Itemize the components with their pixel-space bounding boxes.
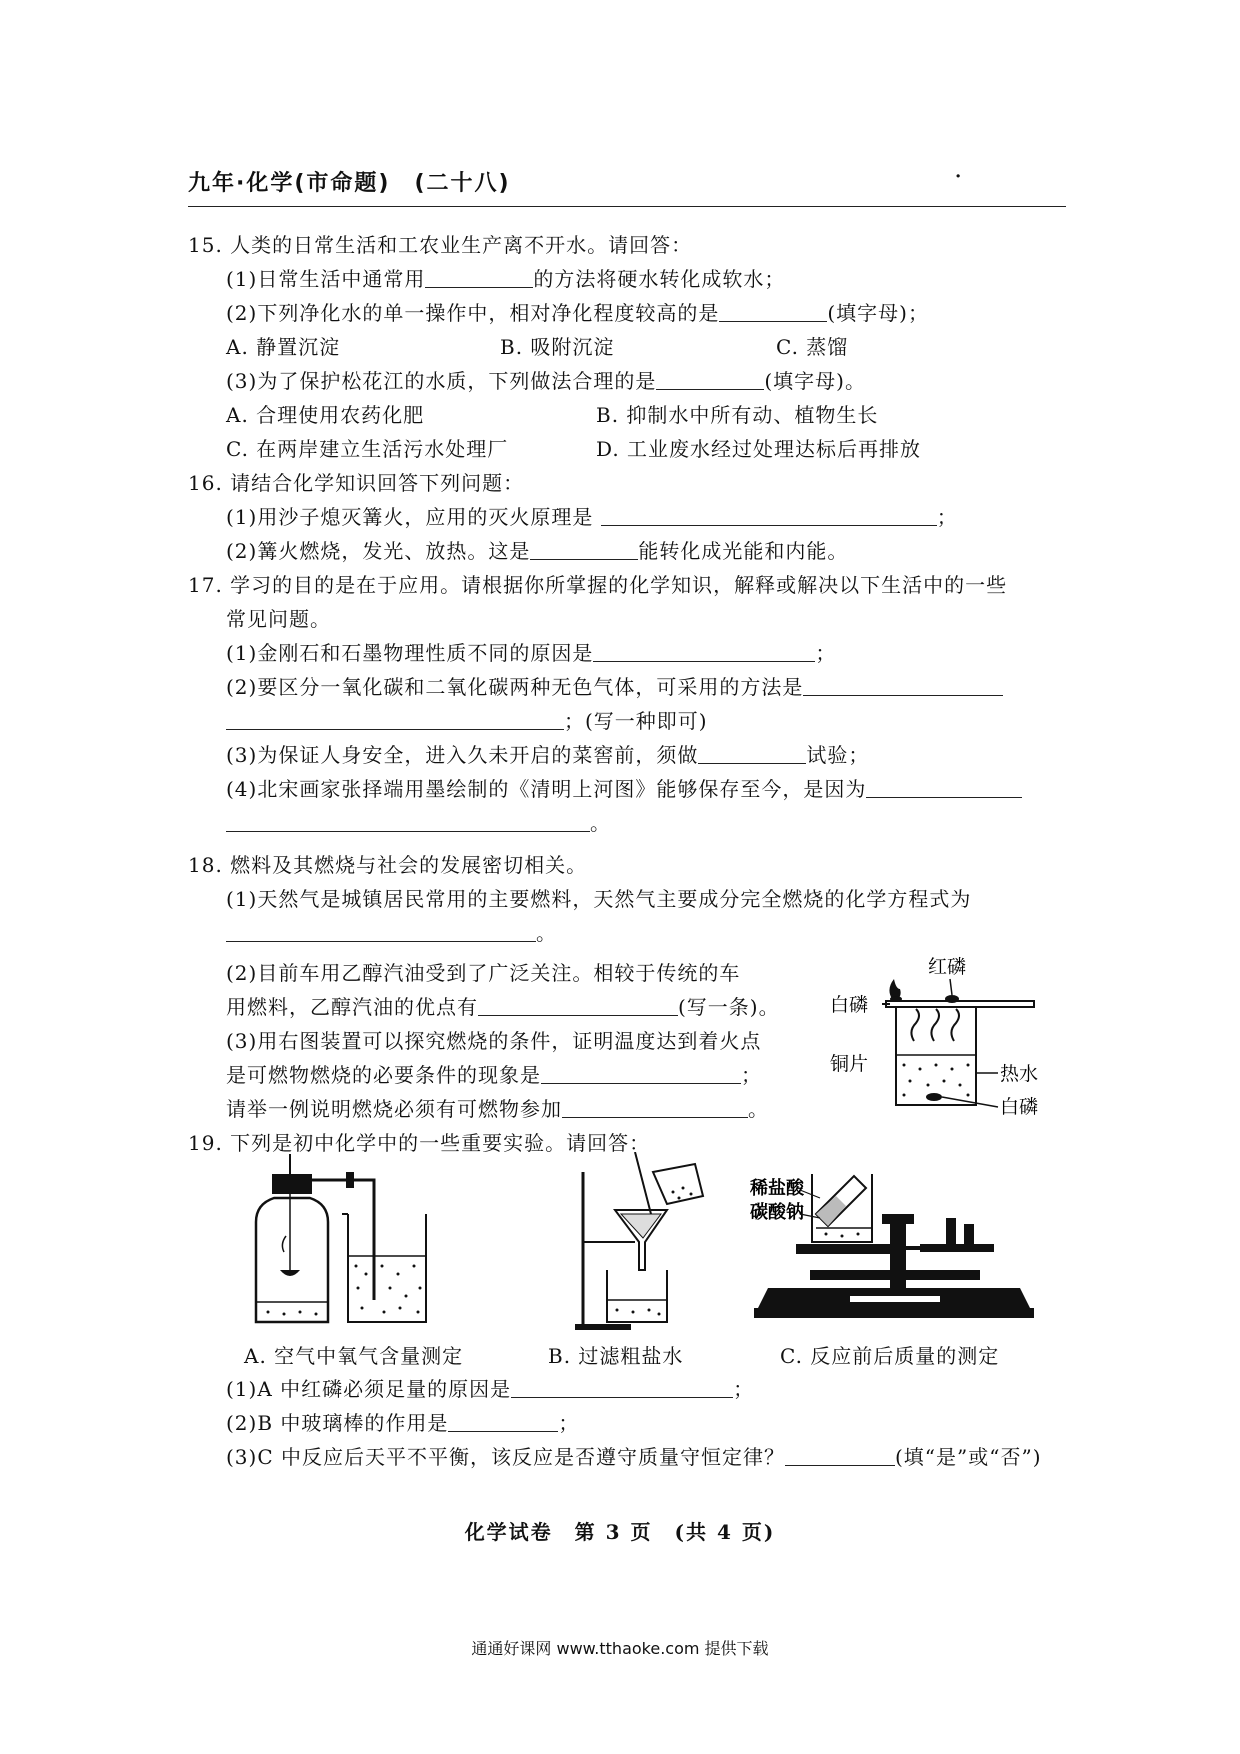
q18-part3: (3)用右图装置可以探究燃烧的条件，证明温度达到着火点 xyxy=(226,1029,762,1053)
q18-part3-cont: 是可燃物燃烧的必要条件的现象是 ； xyxy=(226,1063,762,1087)
figure-a-oxygen-measurement xyxy=(250,1152,470,1332)
q17-part2-cont: ；(写一种即可) xyxy=(226,708,708,734)
q15-p3-option-a: A. 合理使用农药化肥 xyxy=(226,403,425,427)
weight-icon xyxy=(946,1218,956,1244)
caption-figure-a: A. 空气中氧气含量测定 xyxy=(244,1344,464,1368)
answer-blank[interactable] xyxy=(226,923,536,942)
label-hot-water: 热水 xyxy=(1000,1063,1039,1085)
copper-plate xyxy=(886,1001,1034,1007)
stopper xyxy=(272,1174,312,1194)
caption-figure-b: B. 过滤粗盐水 xyxy=(548,1344,684,1368)
q17-stem-cont: 常见问题。 xyxy=(226,607,331,631)
answer-blank[interactable] xyxy=(530,541,638,560)
q15-p3-option-d: D. 工业废水经过处理达标后再排放 xyxy=(596,437,922,461)
answer-blank[interactable] xyxy=(562,1099,748,1118)
header-mark: · xyxy=(955,166,962,187)
q19-part1: (1)A 中红磷必须足量的原因是 ； xyxy=(226,1377,755,1401)
q19-stem: 19. 下列是初中化学中的一些重要实验。请回答： xyxy=(188,1131,651,1155)
q19-part3: (3)C 中反应后天平不平衡，该反应是否遵守质量守恒定律？ (填“是”或“否”) xyxy=(226,1445,1042,1469)
label-copper-sheet: 铜片 xyxy=(830,1053,869,1075)
answer-blank[interactable] xyxy=(448,1413,558,1432)
answer-blank[interactable] xyxy=(866,779,1022,798)
q16-part1: (1)用沙子熄灭篝火，应用的灭火原理是 ； xyxy=(226,505,958,529)
q17-part2: (2)要区分一氧化碳和二氧化碳两种无色气体，可采用的方法是 xyxy=(226,674,1003,700)
answer-blank[interactable] xyxy=(593,643,815,662)
q18-part2-cont: 用燃料，乙醇汽油的优点有 (写一条)。 xyxy=(226,995,780,1019)
answer-blank[interactable] xyxy=(656,371,764,390)
gas-bottle xyxy=(256,1198,328,1322)
page-footer: 化学试卷 第 3 页 (共 4 页) xyxy=(464,1520,776,1544)
answer-blank[interactable] xyxy=(541,1065,741,1084)
combustion-spoon xyxy=(280,1270,300,1276)
figure-c-mass-balance xyxy=(750,1158,1040,1332)
q19-part2: (2)B 中玻璃棒的作用是 ； xyxy=(226,1411,580,1435)
answer-blank[interactable] xyxy=(785,1447,895,1466)
q17-part3: (3)为保证人身安全，进入久未开启的菜窖前，须做 试验； xyxy=(226,743,870,767)
figure-b-filtration xyxy=(555,1152,715,1332)
answer-blank[interactable] xyxy=(226,813,590,832)
water-dots xyxy=(903,1064,970,1097)
label-dilute-hcl: 稀盐酸 xyxy=(750,1178,804,1199)
q15-stem: 15. 人类的日常生活和工农业生产离不开水。请回答： xyxy=(188,233,693,257)
q18-part3-example: 请举一例说明燃烧必须有可燃物参加 。 xyxy=(226,1097,769,1121)
q16-part2: (2)篝火燃烧，发光、放热。这是 能转化成光能和内能。 xyxy=(226,539,849,563)
balance-pillar xyxy=(890,1222,906,1288)
q15-part3: (3)为了保护松花江的水质，下列做法合理的是 (填字母)。 xyxy=(226,369,866,393)
q18-stem: 18. 燃料及其燃烧与社会的发展密切相关。 xyxy=(188,853,588,877)
delivery-tube xyxy=(306,1180,374,1300)
combustion-apparatus-figure xyxy=(830,945,1070,1135)
glass-rod xyxy=(635,1152,651,1214)
label-red-phosphorus: 红磷 xyxy=(928,956,967,978)
header-rule xyxy=(188,206,1066,207)
page-header: 九年·化学(市命题) (二十八) xyxy=(188,171,511,196)
q17-part1: (1)金刚石和石墨物理性质不同的原因是 ； xyxy=(226,641,837,665)
q18-part1-cont: 。 xyxy=(226,920,557,946)
flame-icon xyxy=(889,979,900,999)
left-pan xyxy=(796,1244,890,1254)
label-sodium-carbonate: 碳酸钠 xyxy=(750,1202,804,1223)
label-white-phosphorus-top: 白磷 xyxy=(830,994,869,1016)
answer-blank[interactable] xyxy=(719,303,827,322)
red-phosphorus-dot xyxy=(945,995,959,1003)
label-white-phosphorus-bottom: 白磷 xyxy=(1000,1096,1039,1118)
q15-option-a: A. 静置沉淀 xyxy=(226,335,341,359)
q15-option-c: C. 蒸馏 xyxy=(776,335,849,359)
q15-part2: (2)下列净化水的单一操作中，相对净化程度较高的是 (填字母)； xyxy=(226,301,929,325)
q15-p3-option-c: C. 在两岸建立生活污水处理厂 xyxy=(226,437,509,461)
q15-p3-option-b: B. 抑制水中所有动、植物生长 xyxy=(596,403,879,427)
caption-figure-c: C. 反应前后质量的测定 xyxy=(780,1344,1000,1368)
clamp-icon xyxy=(346,1172,354,1188)
q18-part2: (2)目前车用乙醇汽油受到了广泛关注。相较于传统的车 xyxy=(226,961,741,985)
answer-blank[interactable] xyxy=(511,1379,733,1398)
answer-blank[interactable] xyxy=(601,507,937,526)
stand-base xyxy=(575,1324,631,1330)
answer-blank[interactable] xyxy=(425,269,533,288)
right-pan xyxy=(920,1244,994,1252)
q15-part1: (1)日常生活中通常用 的方法将硬水转化成软水； xyxy=(226,267,786,291)
source-note: 通通好课网 www.tthaoke.com 提供下载 xyxy=(471,1639,769,1658)
q16-stem: 16. 请结合化学知识回答下列问题： xyxy=(188,471,525,495)
answer-blank[interactable] xyxy=(478,997,678,1016)
answer-blank[interactable] xyxy=(803,677,1003,696)
q15-option-b: B. 吸附沉淀 xyxy=(500,335,615,359)
q17-part4-cont: 。 xyxy=(226,810,611,836)
q17-stem: 17. 学习的目的是在于应用。请根据你所掌握的化学知识，解释或解决以下生活中的一些 xyxy=(188,573,1008,597)
water-beaker xyxy=(348,1214,426,1322)
answer-blank[interactable] xyxy=(698,745,806,764)
q18-part1: (1)天然气是城镇居民常用的主要燃料，天然气主要成分完全燃烧的化学方程式为 xyxy=(226,887,972,911)
answer-blank[interactable] xyxy=(226,711,564,730)
q17-part4: (4)北宋画家张择端用墨绘制的《清明上河图》能够保存至今，是因为 xyxy=(226,776,1022,802)
